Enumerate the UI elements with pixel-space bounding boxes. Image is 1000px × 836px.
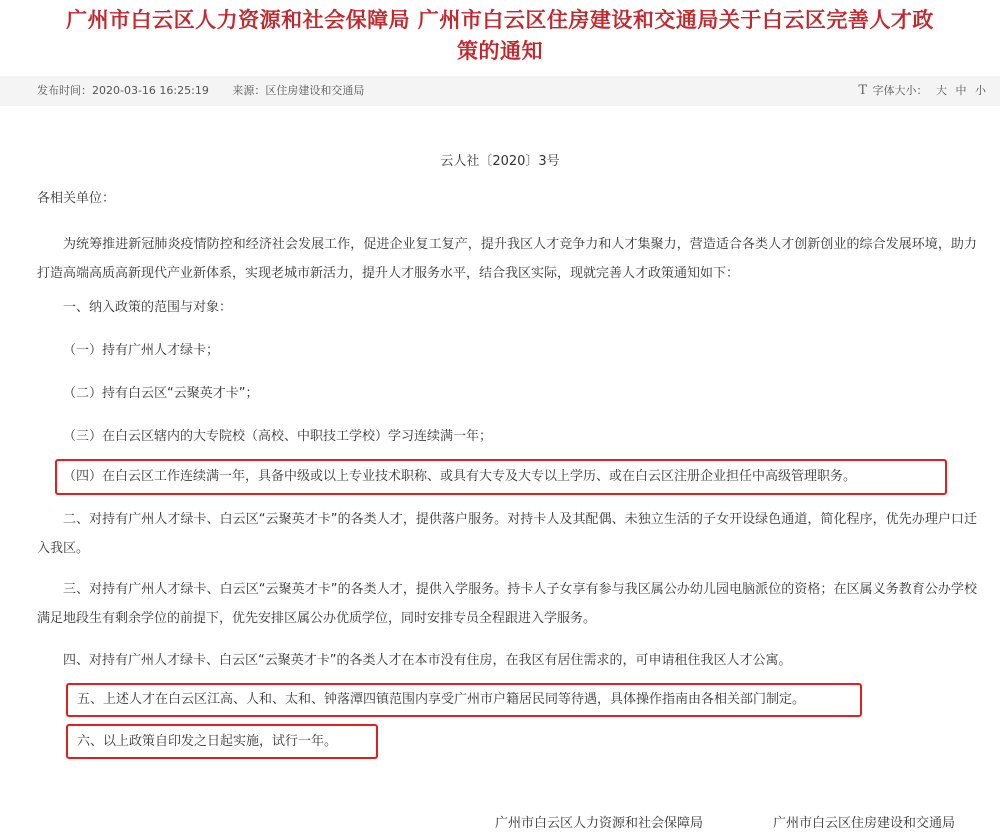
section-1-heading: 一、纳入政策的范围与对象：	[63, 300, 233, 315]
section-1-item-2: （二）持有白云区“云聚英才卡”；	[63, 386, 259, 401]
section-2-paragraph: 二、对持有广州人才绿卡、白云区“云聚英才卡”的各类人才，提供落户服务。对持卡人及其配偶、未独立生活的子女开设绿色通道，简化程序，优先办理户口迁入我区。	[37, 512, 977, 556]
article-meta-bar	[0, 76, 1000, 106]
intro-paragraph: 为统筹推进新冠肺炎疫情防控和经济社会发展工作，促进企业复工复产，提升我区人才竞争力和人才集聚力，营造适合各类人才创新创业的综合发展环境，助力打造高端高质高新现代产业新体系，实现老城市新活力，提升人才服务水平，结合我区实际，现就完善人才政策通知如下：	[37, 237, 977, 281]
section-5-paragraph: 五、上述人才在白云区江高、人和、太和、钟落潭四镇范围内享受广州市户籍居民同等待遇，具体操作指南由各相关部门制定。	[77, 692, 806, 707]
publish-time: 2020-03-16 16:25:19	[92, 84, 209, 97]
font-size-controls	[858, 76, 986, 106]
section-1-item-4: （四）在白云区工作连续满一年，具备中级或以上专业技术职称、或具有大专及大专以上学历、或在白云区注册企业担任中高级管理职务。	[63, 469, 857, 484]
font-size-label: 字体大小：	[872, 84, 928, 97]
section-4-paragraph: 四、对持有广州人才绿卡、白云区“云聚英才卡”的各类人才在本市没有住房，在我区有居住需求的，可申请租住我区人才公寓。	[63, 653, 792, 668]
salutation: 各相关单位：	[37, 191, 116, 206]
section-1-item-1: （一）持有广州人才绿卡；	[63, 343, 220, 358]
publish-info	[37, 84, 219, 97]
article-title-line2: 策的通知	[457, 38, 543, 63]
source-value: 区住房建设和交通局	[265, 84, 365, 97]
signature-org-1: 广州市白云区人力资源和社会保障局	[495, 816, 704, 831]
source-label: 来源：	[232, 84, 266, 97]
section-6-paragraph: 六、以上政策自印发之日起实施，试行一年。	[77, 734, 338, 749]
section-1-item-3: （三）在白云区辖内的大专院校（高校、中职技工学校）学习连续满一年；	[63, 429, 493, 444]
document-number: 云人社〔2020〕3号	[440, 154, 560, 169]
article-title-line1: 广州市白云区人力资源和社会保障局 广州市白云区住房建设和交通局关于白云区完善人才政	[66, 7, 934, 32]
publish-label: 发布时间：	[37, 84, 92, 97]
article-title	[0, 4, 1000, 66]
article-meta-info	[37, 76, 374, 106]
font-size-large-button[interactable]: 大	[936, 84, 947, 97]
font-size-icon: T	[858, 83, 867, 98]
font-size-medium-button[interactable]: 中	[955, 84, 967, 97]
source-info	[232, 84, 364, 97]
section-3-paragraph: 三、对持有广州人才绿卡、白云区“云聚英才卡”的各类人才，提供入学服务。持卡人子女享有参与我区属公办幼儿园电脑派位的资格；在区属义务教育公办学校满足地段生有剩余学位的前提下，优先安排区属公办优质学位，同时安排专员全程跟进入学服务。	[37, 582, 977, 626]
font-size-small-button[interactable]: 小	[975, 84, 986, 97]
signature-org-2: 广州市白云区住房建设和交通局	[773, 816, 956, 831]
